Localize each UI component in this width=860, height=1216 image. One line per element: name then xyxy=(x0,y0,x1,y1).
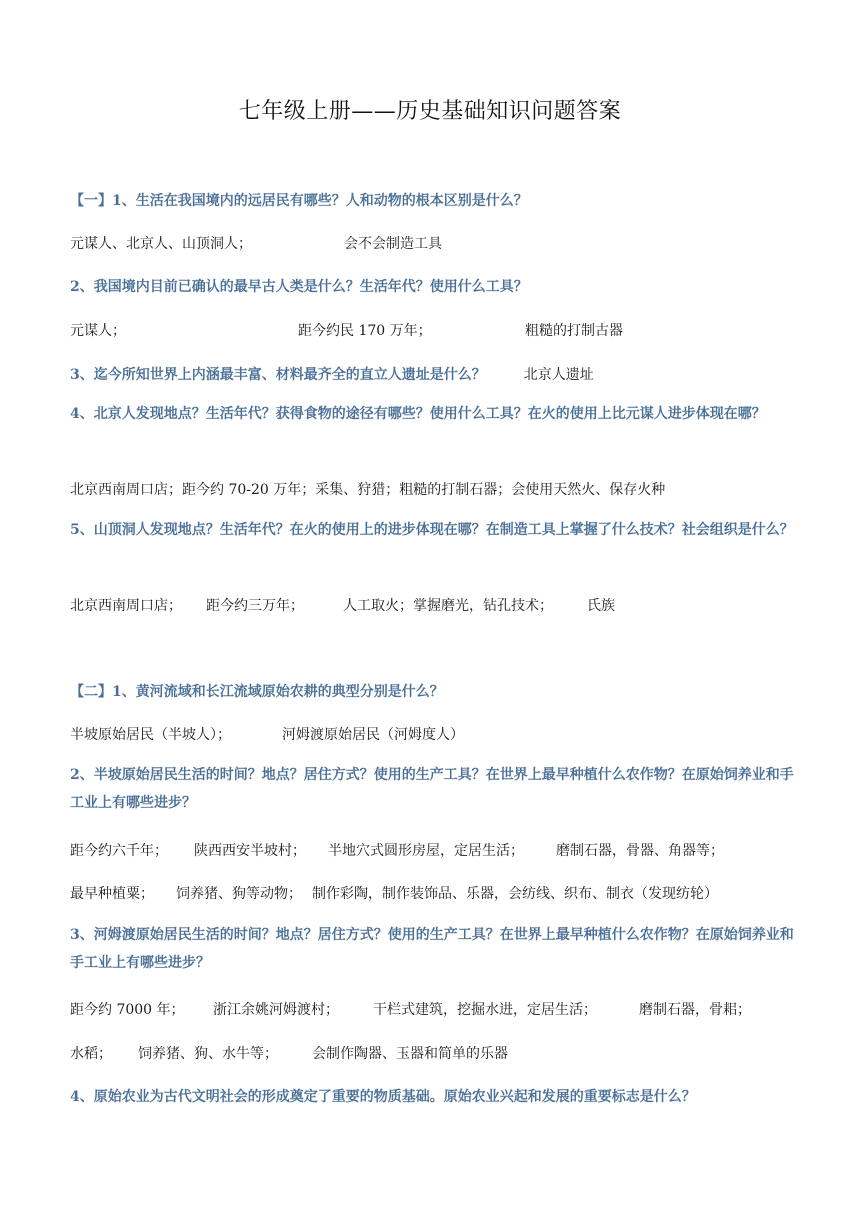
answer-segment: 最早种植粟； xyxy=(70,886,154,902)
inline-answer: 北京人遗址 xyxy=(523,367,594,383)
answer-segment: 会不会制造工具 xyxy=(344,236,442,252)
answer-segment: 半坡原始居民（半坡人）； xyxy=(70,727,231,743)
question-1-5: 5、山顶洞人发现地点？生活年代？在火的使用上的进步体现在哪？在制造工具上掌握了什么技术？社会组织是什么？ xyxy=(70,522,794,538)
question-1-2: 2、我国境内目前已确认的最早古人类是什么？生活年代？使用什么工具？ xyxy=(70,279,528,295)
answer-2-3-line2 xyxy=(70,1043,800,1063)
answer-segment: 陕西西安半坡村； xyxy=(194,843,306,859)
answer-segment: 水稻； xyxy=(70,1046,112,1062)
question-2-4: 4、原始农业为古代文明社会的形成奠定了重要的物质基础。原始农业兴起和发展的重要标志是什么？ xyxy=(70,1089,696,1105)
answer-segment: 粗糙的打制古器 xyxy=(525,323,623,339)
answer-2-2-line1 xyxy=(70,840,800,860)
answer-2-3-line1 xyxy=(70,999,800,1019)
answer-1-1 xyxy=(70,233,800,253)
answer-segment: 饲养猪、狗等动物； xyxy=(176,886,302,902)
answer-1-2 xyxy=(70,320,800,340)
answer-segment: 元谋人； xyxy=(70,323,126,339)
answer-segment: 距今约三万年； xyxy=(206,598,304,614)
answer-segment: 浙江余姚河姆渡村； xyxy=(213,1002,339,1018)
question-2-2: 2、半坡原始居民生活的时间？地点？居住方式？使用的生产工具？在世界上最早种植什么农作物？在原始饲养业和手工业上有哪些进步？ xyxy=(70,767,794,811)
answer-segment: 河姆渡原始居民（河姆度人） xyxy=(282,727,464,743)
answer-segment: 制作彩陶，制作装饰品、乐器，会纺线、织布、制衣（发现纺轮） xyxy=(312,886,718,902)
answer-segment: 距今约民 170 万年； xyxy=(298,323,432,339)
answer-segment: 饲养猪、狗、水牛等； xyxy=(138,1046,278,1062)
answer-segment: 人工取火；掌握磨光，钻孔技术； xyxy=(343,598,553,614)
answer-2-2-line2 xyxy=(70,883,800,903)
answer-1-4: 北京西南周口店；距今约 70-20 万年；采集、狩猎；粗糙的打制石器；会使用天然火、保存火种 xyxy=(70,482,666,498)
question-1-3 xyxy=(70,364,800,384)
page-title: 七年级上册——历史基础知识问题答案 xyxy=(238,99,622,124)
answer-segment: 北京西南周口店； xyxy=(70,598,182,614)
answer-segment: 磨制石器，骨耜； xyxy=(639,1002,751,1018)
answer-segment: 干栏式建筑，挖掘水进，定居生活； xyxy=(373,1002,597,1018)
answer-segment: 半地穴式圆形房屋，定居生活； xyxy=(328,843,524,859)
answer-segment: 会制作陶器、玉器和简单的乐器 xyxy=(312,1046,508,1062)
answer-segment: 距今约六千年； xyxy=(70,843,168,859)
question-text: 3、迄今所知世界上内涵最丰富、材料最齐全的直立人遗址是什么？ xyxy=(70,367,486,383)
answer-segment: 磨制石器，骨器、角器等； xyxy=(556,843,724,859)
question-2-3: 3、河姆渡原始居民生活的时间？地点？居住方式？使用的生产工具？在世界上最早种植什么农作物？在原始饲养业和手工业上有哪些进步？ xyxy=(70,927,794,971)
question-2-1: 【二】1、黄河流域和长江流域原始农耕的典型分别是什么？ xyxy=(70,684,444,700)
question-1-4: 4、北京人发现地点？生活年代？获得食物的途径有哪些？使用什么工具？在火的使用上比元谋人进步体现在哪？ xyxy=(70,406,766,422)
question-1-1: 【一】1、生活在我国境内的远居民有哪些？人和动物的根本区别是什么？ xyxy=(70,193,528,209)
answer-2-1 xyxy=(70,724,800,744)
answer-segment: 元谋人、北京人、山顶洞人； xyxy=(70,236,252,252)
answer-1-5 xyxy=(70,595,800,615)
answer-segment: 氏族 xyxy=(587,598,615,614)
answer-segment: 距今约 7000 年； xyxy=(70,1002,185,1018)
